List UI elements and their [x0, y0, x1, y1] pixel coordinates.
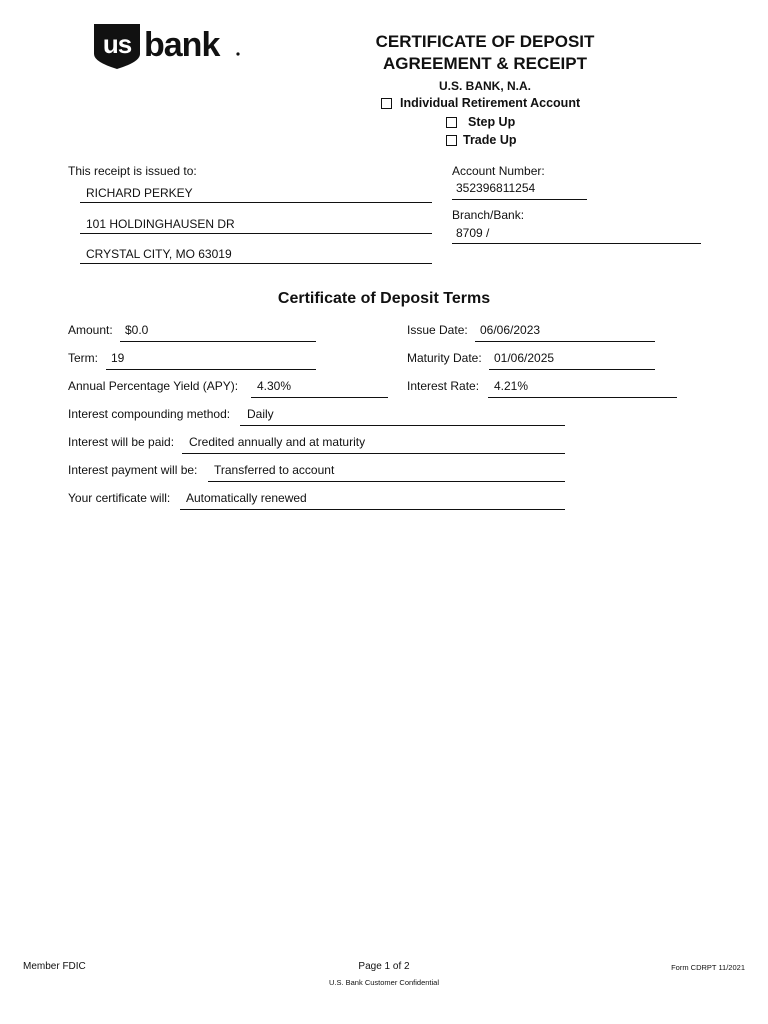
recipient-address2-line [80, 263, 432, 264]
term-line [106, 369, 316, 370]
trade-up-label: Trade Up [463, 133, 517, 147]
step-up-label: Step Up [468, 115, 516, 129]
us-bank-logo [92, 22, 242, 70]
page-number: Page 1 of 2 [358, 961, 410, 972]
compounding-line [240, 425, 565, 426]
document-title-line2: AGREEMENT & RECEIPT [382, 54, 588, 73]
branch-value: 8709 / [456, 226, 490, 240]
recipient-label: This receipt is issued to: [68, 164, 197, 178]
ira-checkbox[interactable] [381, 98, 392, 109]
apy-value: 4.30% [257, 379, 292, 393]
account-number-line [452, 199, 587, 200]
term-value: 19 [111, 351, 125, 365]
trade-up-option[interactable] [446, 133, 517, 147]
svg-text:us: us [102, 29, 132, 59]
interest-rate-value: 4.21% [494, 379, 529, 393]
interest-payment-label: Interest payment will be: [68, 463, 198, 477]
interest-paid-label: Interest will be paid: [68, 435, 175, 449]
amount-label: Amount: [68, 323, 113, 337]
recipient-name-line [80, 202, 432, 203]
ira-label: Individual Retirement Account [400, 96, 581, 110]
compounding-value: Daily [247, 407, 274, 421]
apy-line [251, 397, 388, 398]
maturity-date-line [489, 369, 655, 370]
compounding-label: Interest compounding method: [68, 407, 231, 421]
account-number: 352396811254 [456, 181, 536, 195]
member-fdic: Member FDIC [23, 961, 86, 972]
term-label: Term: [68, 351, 98, 365]
certificate-label: Your certificate will: [68, 491, 171, 505]
interest-paid-value: Credited annually and at maturity [189, 435, 366, 449]
maturity-date-label: Maturity Date: [407, 351, 482, 365]
recipient-address1: 101 HOLDINGHAUSEN DR [86, 217, 235, 231]
interest-payment-value: Transferred to account [214, 463, 335, 477]
confidential-note: U.S. Bank Customer Confidential [328, 978, 440, 987]
step-up-checkbox[interactable] [446, 117, 457, 128]
certificate-line [180, 509, 565, 510]
interest-paid-line [182, 453, 565, 454]
apy-label: Annual Percentage Yield (APY): [68, 379, 239, 393]
certificate-value: Automatically renewed [186, 491, 307, 505]
recipient-name: RICHARD PERKEY [86, 186, 193, 200]
trade-up-checkbox[interactable] [446, 135, 457, 146]
terms-title: Certificate of Deposit Terms [277, 290, 491, 307]
issue-date-label: Issue Date: [407, 323, 468, 337]
step-up-option[interactable] [446, 115, 515, 129]
issue-date-line [475, 341, 655, 342]
issue-date-value: 06/06/2023 [480, 323, 541, 337]
bank-name: U.S. BANK, N.A. [438, 79, 531, 93]
interest-rate-line [488, 397, 677, 398]
document-title-line1: CERTIFICATE OF DEPOSIT [375, 32, 595, 51]
recipient-address2: CRYSTAL CITY, MO 63019 [86, 247, 232, 261]
interest-payment-line [208, 481, 565, 482]
account-number-label: Account Number: [452, 164, 545, 178]
branch-line [452, 243, 701, 244]
svg-text:bank: bank [144, 26, 220, 64]
branch-label: Branch/Bank: [452, 208, 525, 222]
ira-option[interactable] [381, 96, 580, 110]
interest-rate-label: Interest Rate: [407, 379, 480, 393]
amount-line [120, 341, 316, 342]
maturity-date-value: 01/06/2025 [494, 351, 555, 365]
form-number: Form CDRPT 11/2021 [671, 963, 745, 972]
recipient-address1-line [80, 233, 432, 234]
amount-value: $0.0 [125, 323, 149, 337]
